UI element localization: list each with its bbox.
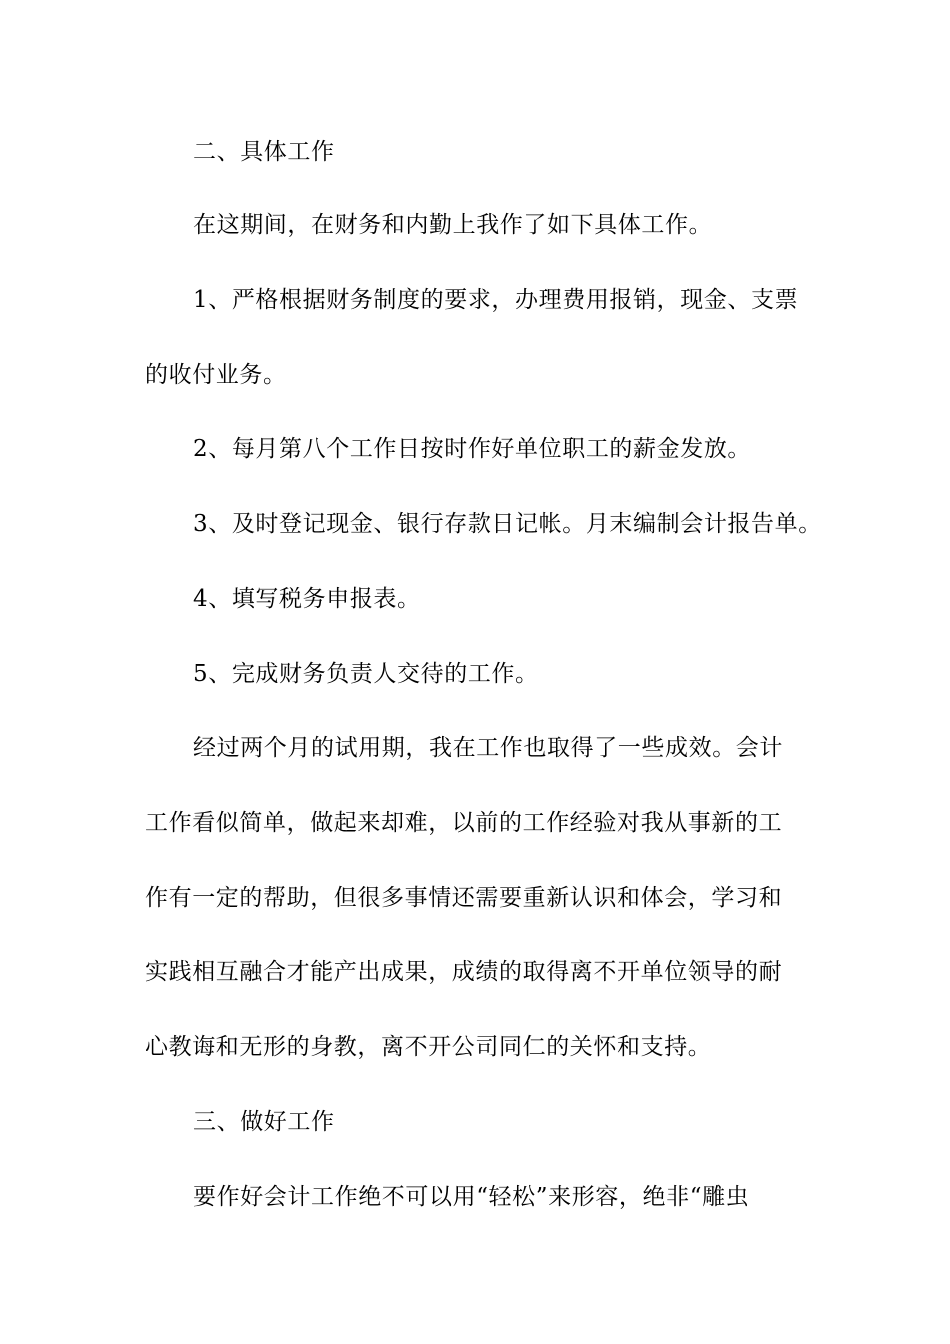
paragraph-line: 要作好会计工作绝不可以用“轻松”来形容，绝非“雕虫 <box>193 1184 750 1210</box>
paragraph-line: 心教诲和无形的身教，离不开公司同仁的关怀和支持。 <box>145 1034 712 1060</box>
list-item-5: 5、完成财务负责人交待的工作。 <box>193 661 539 687</box>
list-item-1-continued: 的收付业务。 <box>145 362 287 388</box>
paragraph-line: 经过两个月的试用期，我在工作也取得了一些成效。会计 <box>193 735 783 761</box>
section-heading-3: 三、做好工作 <box>193 1109 335 1135</box>
paragraph-line: 工作看似简单，做起来却难，以前的工作经验对我从事新的工 <box>145 810 783 836</box>
section-heading-2: 二、具体工作 <box>193 139 335 165</box>
paragraph-line: 在这期间，在财务和内勤上我作了如下具体工作。 <box>193 212 713 238</box>
list-item-3: 3、及时登记现金、银行存款日记帐。月末编制会计报告单。 <box>193 511 822 537</box>
list-item-4: 4、填写税务申报表。 <box>193 586 421 612</box>
paragraph-line: 实践相互融合才能产出成果，成绩的取得离不开单位领导的耐 <box>145 959 783 985</box>
paragraph-line: 作有一定的帮助，但很多事情还需要重新认识和体会，学习和 <box>145 885 783 911</box>
list-item-1: 1、严格根据财务制度的要求，办理费用报销，现金、支票 <box>193 287 799 313</box>
list-item-2: 2、每月第八个工作日按时作好单位职工的薪金发放。 <box>193 436 752 462</box>
